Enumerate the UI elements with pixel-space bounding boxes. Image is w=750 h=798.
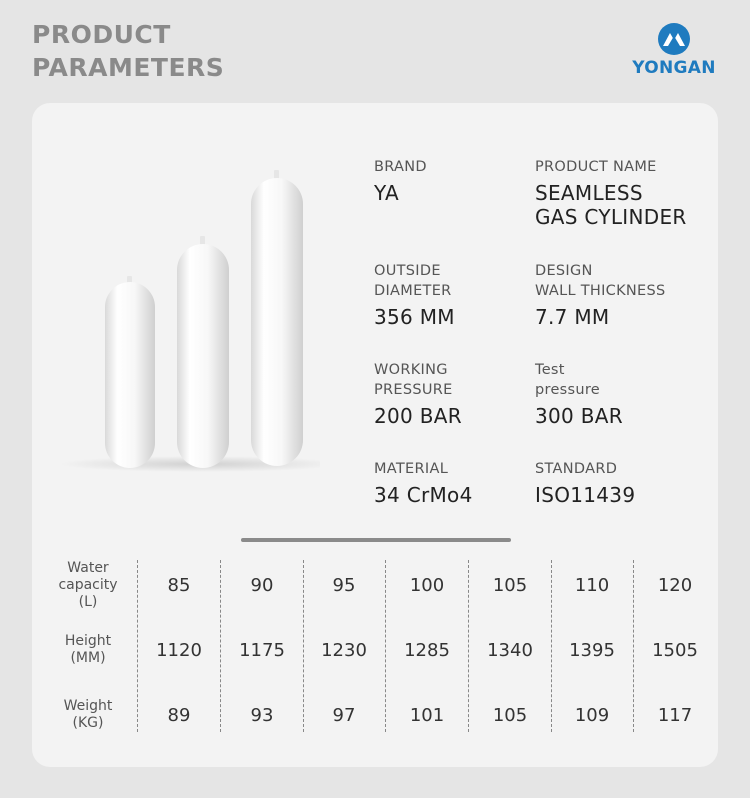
page-title-line2: PARAMETERS [32,53,225,82]
table-cell: 1230 [321,639,367,661]
param-wall-thickness-value: 7.7 MM [535,305,610,329]
section-divider [241,538,511,542]
table-cell: 90 [250,574,274,596]
table-cell: 1120 [156,639,202,661]
table-cell: 95 [332,574,356,596]
page-title-line1: PRODUCT [32,20,171,49]
param-outside-diameter [374,261,455,329]
table-cell: 101 [409,704,445,726]
medium-cylinder-icon [177,236,229,468]
param-brand-value: YA [374,181,399,205]
table-cell: 110 [574,574,610,596]
param-product-name-label: PRODUCT NAME [535,159,657,175]
brand-logo-text: YONGAN [632,58,716,78]
param-material-value: 34 CrMo4 [374,483,473,507]
param-outside-diameter-value: 356 MM [374,305,455,329]
table-cell: 89 [167,704,191,726]
param-material-label: MATERIAL [374,461,449,477]
row-label-weight: Weight (KG) [63,698,113,731]
param-working-pressure-label: WORKING PRESSURE [374,362,453,398]
table-row-water-capacity [52,555,718,615]
param-standard [535,459,635,507]
table-cell: 1175 [239,639,285,661]
param-product-name-value: SEAMLESS GAS CYLINDER [535,181,687,229]
table-row-weight [52,685,718,745]
param-brand-label: BRAND [374,159,427,175]
table-row-height [52,620,718,680]
table-cell: 1285 [404,639,450,661]
param-test-pressure-label: Test pressure [535,362,601,398]
table-cell: 109 [574,704,610,726]
param-working-pressure-value: 200 BAR [374,404,462,428]
param-working-pressure [374,360,462,428]
row-label-height: Height (MM) [64,633,112,666]
table-cell: 1340 [487,639,533,661]
param-product-name [535,157,687,229]
param-test-pressure [535,360,623,428]
table-cell: 120 [657,574,693,596]
param-standard-label: STANDARD [535,461,618,477]
table-cell: 117 [657,704,693,726]
table-cell: 1395 [569,639,615,661]
gas-cylinders-image [60,168,320,478]
param-brand [374,157,427,205]
param-material [374,459,473,507]
table-cell: 97 [332,704,356,726]
param-test-pressure-value: 300 BAR [535,404,623,428]
yongan-logo-icon [657,22,691,56]
page-title [32,18,224,84]
param-wall-thickness [535,261,666,329]
param-outside-diameter-label: OUTSIDE DIAMETER [374,263,452,299]
large-cylinder-icon [251,170,303,466]
row-label-water-capacity: Water capacity (L) [58,559,118,610]
table-cell: 93 [250,704,274,726]
param-standard-value: ISO11439 [535,483,636,507]
table-cell: 85 [167,574,191,596]
brand-logo [628,22,720,78]
table-cell: 105 [492,704,528,726]
table-cell: 105 [492,574,528,596]
table-cell: 1505 [652,639,698,661]
table-cell: 100 [409,574,445,596]
param-wall-thickness-label: DESIGN WALL THICKNESS [535,263,666,299]
small-cylinder-icon [105,276,155,468]
